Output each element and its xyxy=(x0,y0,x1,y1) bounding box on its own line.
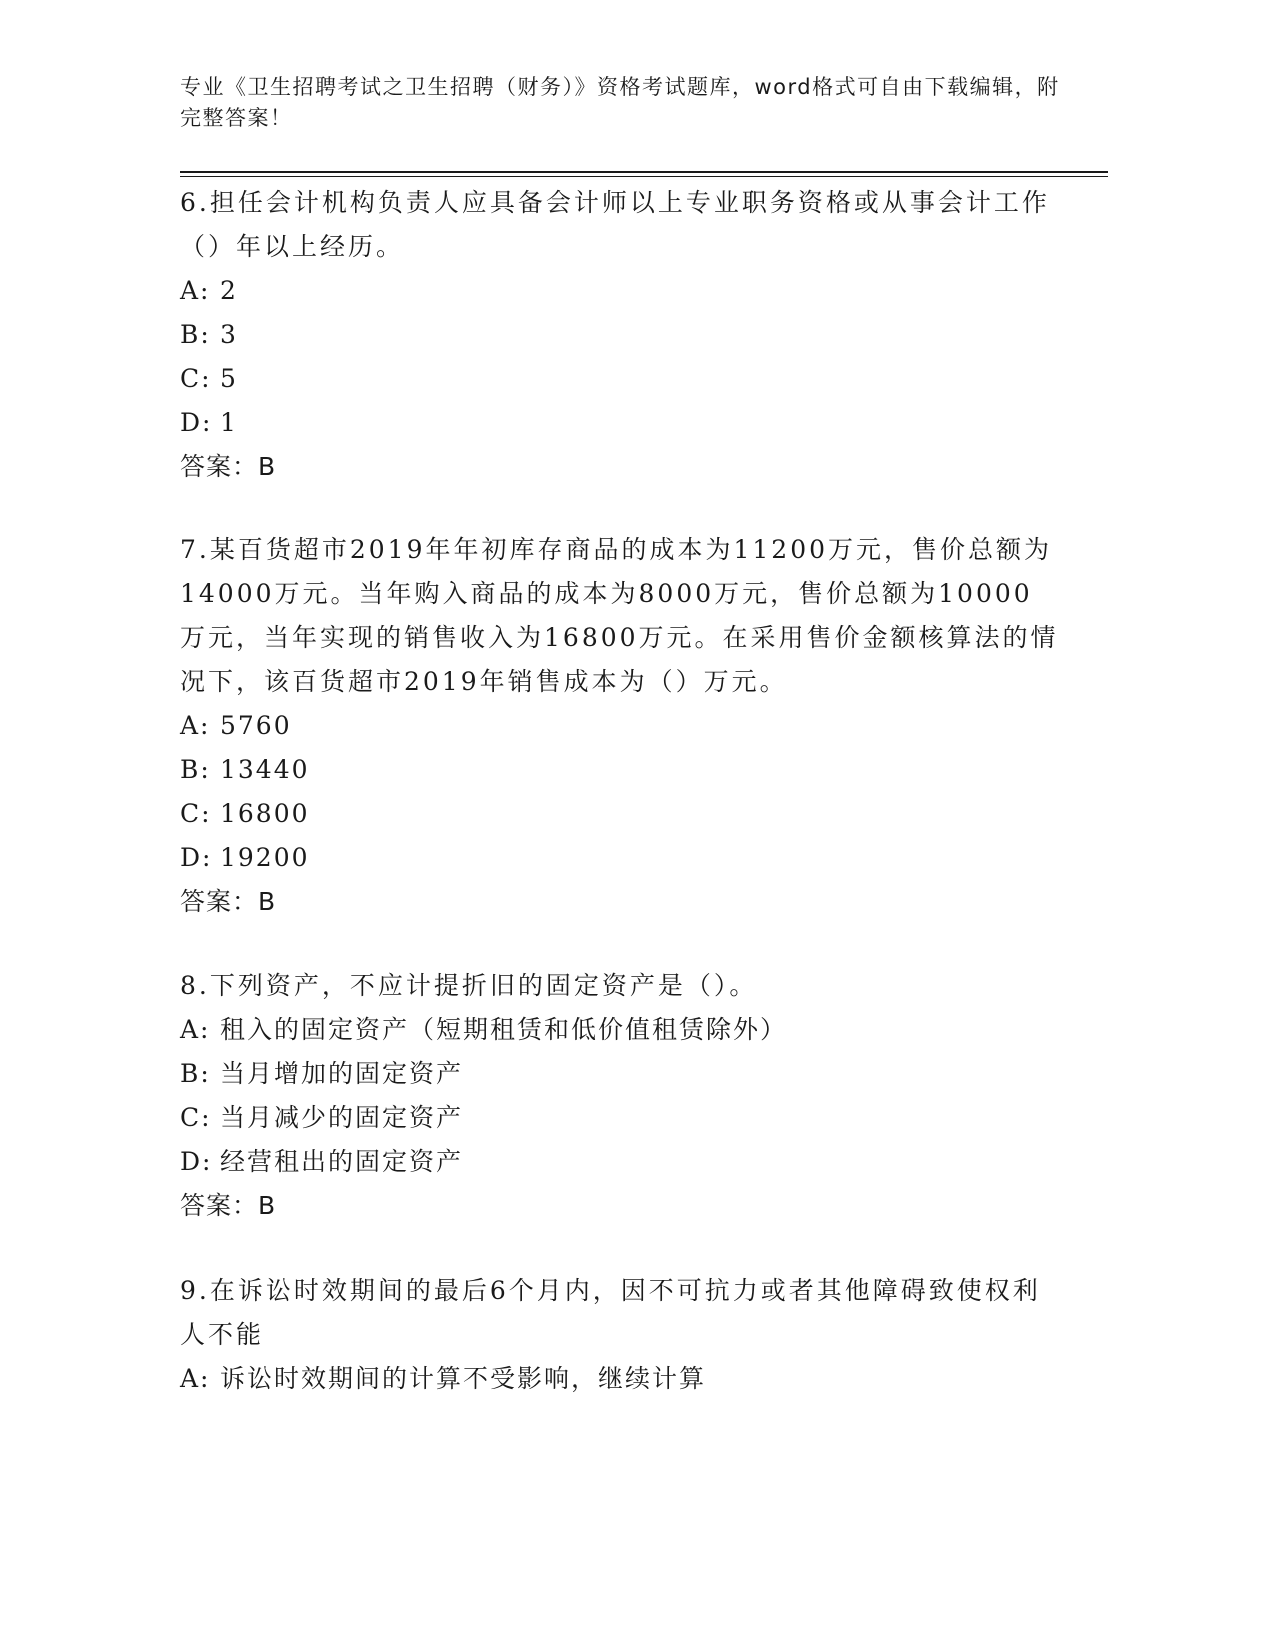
option-text: 3 xyxy=(220,320,238,349)
option-a xyxy=(180,269,1060,313)
option-text: 16800 xyxy=(220,799,310,828)
option-text: 5760 xyxy=(220,711,292,740)
option-label: A: xyxy=(180,1015,211,1044)
option-d xyxy=(180,1140,1060,1184)
option-label: B: xyxy=(180,1059,211,1088)
option-c xyxy=(180,357,1060,401)
option-label: D: xyxy=(180,843,213,872)
option-b xyxy=(180,313,1060,357)
answer: 答案：B xyxy=(180,887,277,916)
option-d xyxy=(180,401,1060,445)
option-text: 诉讼时效期间的计算不受影响，继续计算 xyxy=(220,1364,707,1393)
option-label: D: xyxy=(180,1147,213,1176)
document-header: 专业《卫生招聘考试之卫生招聘（财务）》资格考试题库，word格式可自由下载编辑，附完整答案！ xyxy=(180,75,1060,130)
option-text: 1 xyxy=(220,408,238,437)
option-b xyxy=(180,748,1060,792)
header-divider-thick xyxy=(180,171,1108,173)
option-label: B: xyxy=(180,320,211,349)
option-label: C: xyxy=(180,799,212,828)
option-a xyxy=(180,1008,1060,1052)
option-c xyxy=(180,792,1060,836)
option-label: C: xyxy=(180,1103,212,1132)
option-text: 13440 xyxy=(220,755,310,784)
option-text: 5 xyxy=(220,364,238,393)
option-text: 经营租出的固定资产 xyxy=(220,1147,464,1176)
question-9 xyxy=(180,1269,1060,1401)
option-label: C: xyxy=(180,364,212,393)
question-8 xyxy=(180,964,1060,1228)
answer: 答案：B xyxy=(180,452,277,481)
option-c xyxy=(180,1096,1060,1140)
option-a xyxy=(180,1357,1060,1401)
question-stem: 7.某百货超市2019年年初库存商品的成本为11200万元，售价总额为14000万元。当年购入商品的成本为8000万元，售价总额为10000万元，当年实现的销售收入为16800万元。在采用售价金额核算法的情况下，该百货超市2019年销售成本为（）万元。 xyxy=(180,535,1059,696)
option-label: D: xyxy=(180,408,213,437)
option-text: 19200 xyxy=(220,843,310,872)
option-label: A: xyxy=(180,276,211,305)
option-text: 当月增加的固定资产 xyxy=(220,1059,464,1088)
question-stem: 8.下列资产，不应计提折旧的固定资产是（）。 xyxy=(180,971,758,1000)
question-7 xyxy=(180,528,1060,924)
option-label: A: xyxy=(180,711,211,740)
answer: 答案：B xyxy=(180,1191,277,1220)
question-6 xyxy=(180,181,1060,489)
option-d xyxy=(180,836,1060,880)
option-b xyxy=(180,1052,1060,1096)
header-divider-thin xyxy=(180,176,1108,177)
option-label: A: xyxy=(180,1364,211,1393)
option-text: 2 xyxy=(220,276,238,305)
question-stem: 9.在诉讼时效期间的最后6个月内，因不可抗力或者其他障碍致使权利人不能 xyxy=(180,1276,1041,1349)
option-label: B: xyxy=(180,755,211,784)
question-stem: 6.担任会计机构负责人应具备会计师以上专业职务资格或从事会计工作（）年以上经历。 xyxy=(180,188,1050,261)
option-text: 当月减少的固定资产 xyxy=(220,1103,464,1132)
option-text: 租入的固定资产（短期租赁和低价值租赁除外） xyxy=(220,1015,788,1044)
option-a xyxy=(180,704,1060,748)
